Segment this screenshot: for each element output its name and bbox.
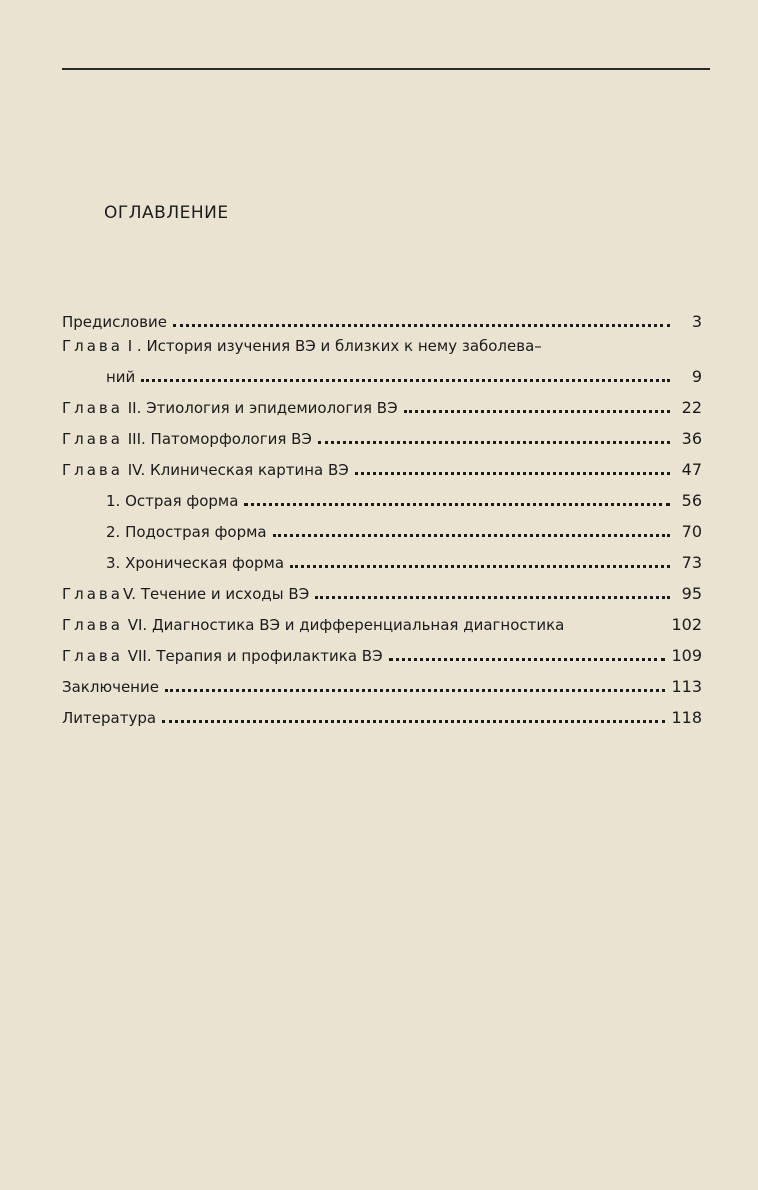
toc-entry-label: ний bbox=[106, 368, 136, 386]
toc-entry-acute-form[interactable] bbox=[62, 479, 702, 510]
toc-entry-label: III. Патоморфология ВЭ bbox=[122, 430, 312, 448]
toc-entry-page: 73 bbox=[681, 553, 702, 572]
toc-entry-label: II. Этиология и эпидемиология ВЭ bbox=[122, 399, 398, 417]
toc-entry-page: 36 bbox=[681, 429, 702, 448]
toc-entry-page: 47 bbox=[681, 460, 702, 479]
chapter-word: Глава bbox=[62, 337, 123, 355]
toc-entry-page: 22 bbox=[681, 398, 702, 417]
chapter-word: Глава bbox=[62, 616, 123, 634]
toc-entry-label: 1. Острая форма bbox=[106, 492, 239, 510]
toc-entry-chronic-form[interactable] bbox=[62, 541, 702, 572]
dot-leader bbox=[315, 596, 670, 599]
toc-entry-label: 2. Подострая форма bbox=[106, 523, 267, 541]
toc-entry-chapter-6[interactable] bbox=[62, 603, 702, 634]
toc-entry-page: 95 bbox=[681, 584, 702, 603]
toc-entry-chapter-5[interactable] bbox=[62, 572, 702, 603]
toc-entry-label: Предисловие bbox=[62, 313, 167, 331]
dot-leader bbox=[162, 720, 665, 723]
toc-entry-label: VII. Терапия и профилактика ВЭ bbox=[122, 647, 383, 665]
toc-heading: ОГЛАВЛЕНИЕ bbox=[104, 203, 229, 223]
toc-entry-label: I . История изучения ВЭ и близких к нему заболева– bbox=[122, 337, 542, 355]
toc-entry-label: 3. Хроническая форма bbox=[106, 554, 285, 572]
toc-entry-conclusion[interactable] bbox=[62, 665, 702, 696]
chapter-word: Глава bbox=[62, 647, 123, 665]
dot-leader bbox=[290, 565, 670, 568]
toc-entry-chapter-3[interactable] bbox=[62, 417, 702, 448]
top-rule bbox=[62, 68, 710, 70]
toc-entry-page: 113 bbox=[671, 677, 702, 696]
toc-entry-page: 3 bbox=[691, 312, 702, 331]
dot-leader bbox=[318, 441, 670, 444]
chapter-word: Глава bbox=[62, 399, 123, 417]
toc-entry-chapter-7[interactable] bbox=[62, 634, 702, 665]
toc-entry-page: 56 bbox=[681, 491, 702, 510]
dot-leader bbox=[389, 658, 666, 661]
toc-entry-label: IV. Клиническая картина ВЭ bbox=[122, 461, 349, 479]
chapter-word: Глава bbox=[62, 461, 123, 479]
toc-entry-label: Литература bbox=[62, 709, 157, 727]
toc-entry-preface[interactable] bbox=[62, 300, 702, 331]
toc-entry-page: 9 bbox=[691, 367, 702, 386]
toc-entry-page: 102 bbox=[671, 615, 702, 634]
dot-leader bbox=[404, 410, 670, 413]
dot-leader bbox=[355, 472, 670, 475]
chapter-word: Глава bbox=[62, 430, 123, 448]
toc-entry-chapter-1[interactable] bbox=[62, 331, 702, 355]
toc-entry-chapter-2[interactable] bbox=[62, 386, 702, 417]
toc-entry-references[interactable] bbox=[62, 696, 702, 727]
chapter-word: Глава bbox=[62, 585, 123, 603]
dot-leader bbox=[570, 627, 665, 630]
dot-leader bbox=[244, 503, 670, 506]
dot-leader bbox=[173, 324, 670, 327]
toc-entry-page: 70 bbox=[681, 522, 702, 541]
toc-entry-chapter-1-continuation[interactable] bbox=[62, 355, 702, 386]
toc-entry-label: V. Течение и исходы ВЭ bbox=[122, 585, 310, 603]
toc-entry-chapter-4[interactable] bbox=[62, 448, 702, 479]
dot-leader bbox=[165, 689, 665, 692]
toc-entry-label: VI. Диагностика ВЭ и дифференциальная диагностика bbox=[122, 616, 565, 634]
toc-entry-page: 118 bbox=[671, 708, 702, 727]
toc-entry-page: 109 bbox=[671, 646, 702, 665]
toc-entry-label: Заключение bbox=[62, 678, 159, 696]
dot-leader bbox=[273, 534, 670, 537]
table-of-contents bbox=[62, 300, 702, 727]
toc-entry-subacute-form[interactable] bbox=[62, 510, 702, 541]
dot-leader bbox=[141, 379, 670, 382]
